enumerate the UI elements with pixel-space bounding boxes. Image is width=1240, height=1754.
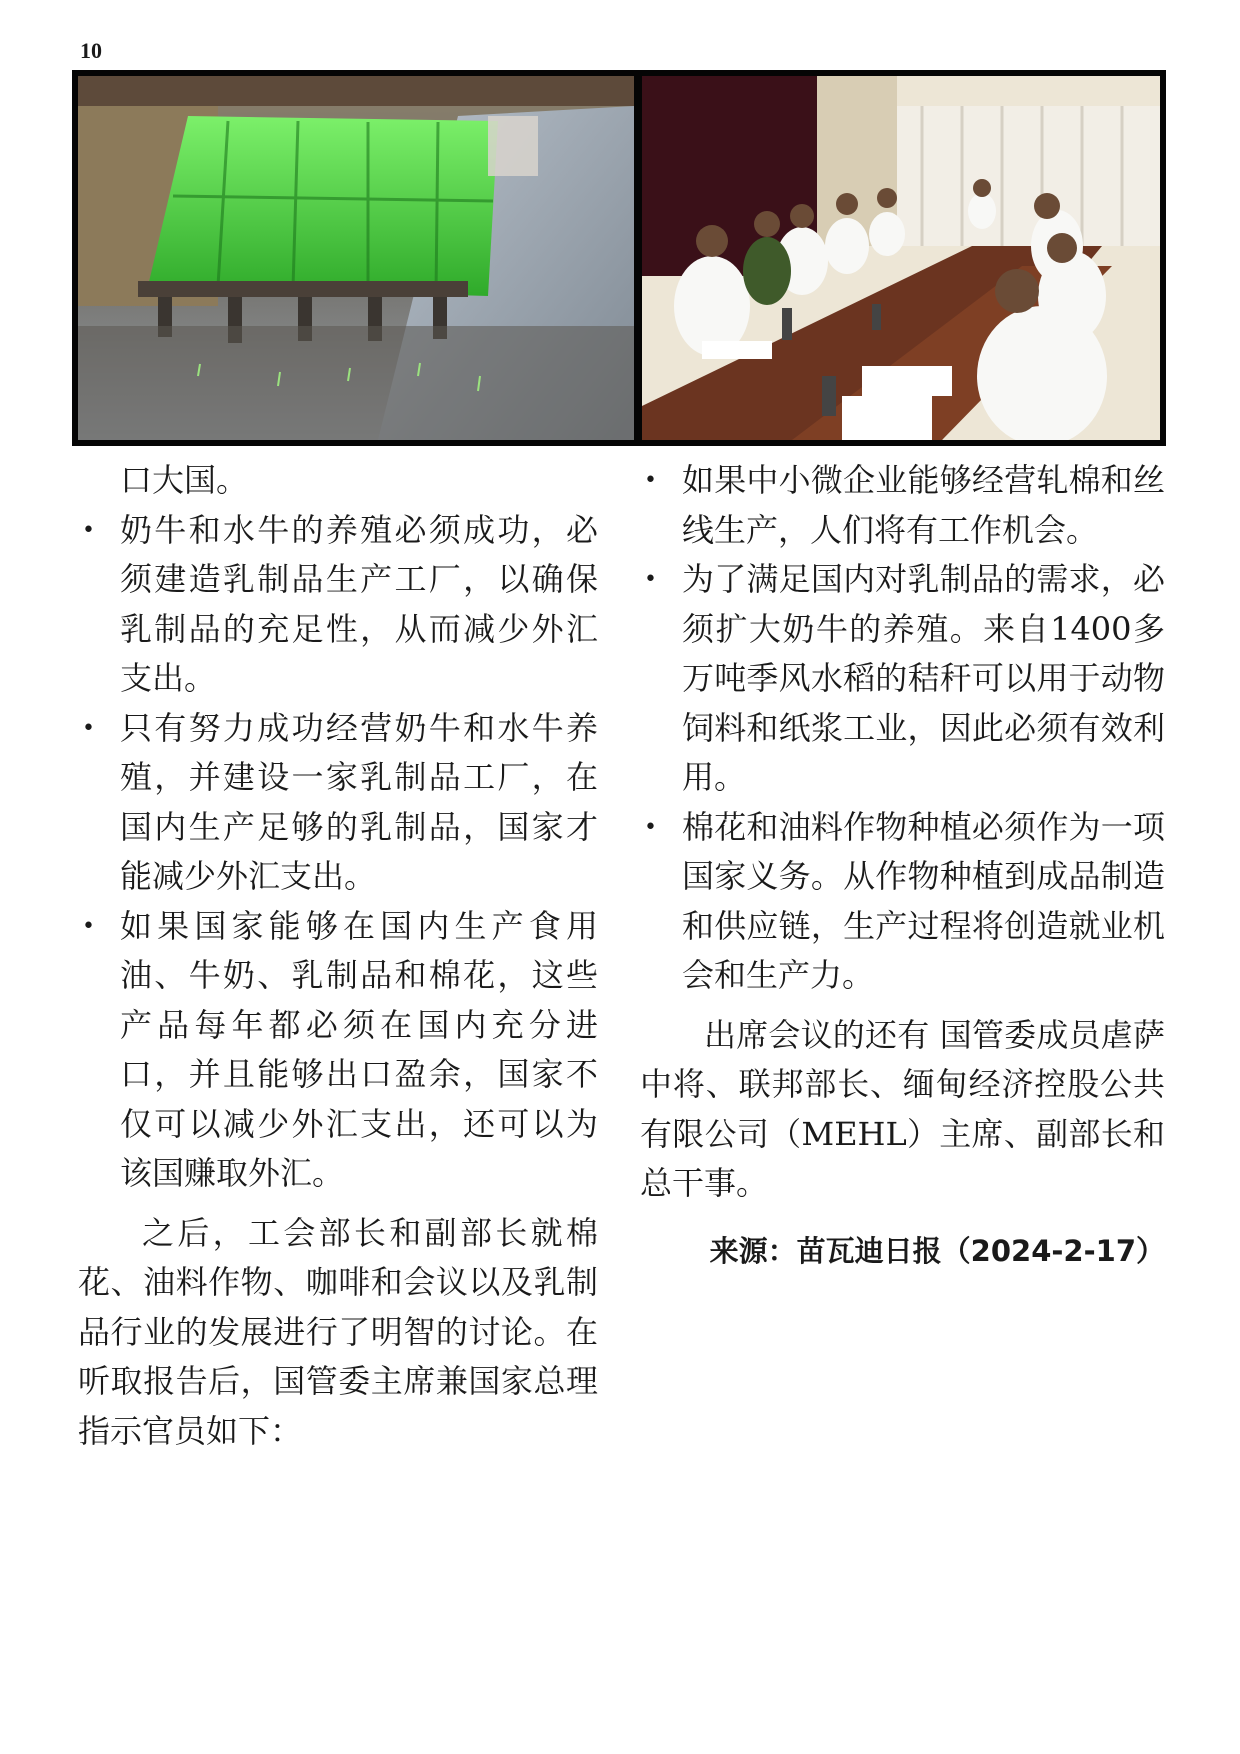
photo-strip [72,70,1166,446]
bullet-text: 棉花和油料作物种植必须作为一项国家义务。从作物种植到成品制造和供应链，生产过程将创造就业机会和生产力。 [682,807,1165,994]
bullet-icon: • [644,567,657,592]
right-column [640,456,1165,1276]
left-bullet-list [78,506,598,1199]
list-item [640,803,1165,1001]
continued-text: 口大国。 [120,461,249,499]
bullet-text: 只有努力成功经营奶牛和水牛养殖，并建设一家乳制品工厂，在国内生产足够的乳制品，国家才能减少外汇支出。 [120,708,598,895]
rice-transplanter-image [78,76,634,440]
bullet-text: 如果中小微企业能够经营轧棉和丝线生产，人们将有工作机会。 [682,461,1165,549]
bullet-icon: • [82,517,95,543]
bullet-text: 奶牛和水牛的养殖必须成功，必须建造乳制品生产工厂，以确保乳制品的充足性，从而减少外汇支出。 [120,510,598,697]
list-item [78,704,598,902]
rice-transplanter-photo [78,76,634,440]
list-item [78,506,598,704]
left-column [78,456,598,1456]
bullet-icon: • [82,715,95,741]
right-bullet-list [640,456,1165,1001]
meeting-image [642,76,1160,440]
bullet-text: 为了满足国内对乳制品的需求，必须扩大奶牛的养殖。来自1400多万吨季风水稻的秸秆可以用于动物饲料和纸浆工业，因此必须有效利用。 [682,560,1165,796]
meeting-photo [642,76,1160,440]
bullet-icon: • [644,468,657,493]
bullet-icon: • [82,913,95,939]
page-number: 10 [80,38,102,63]
list-item [640,555,1165,803]
body-paragraph: 之后，工会部长和副部长就棉花、油料作物、咖啡和会议以及乳制品行业的发展进行了明智的讨论。在听取报告后，国管委主席兼国家总理指示官员如下： [78,1213,598,1450]
body-paragraph: 出席会议的还有 国管委成员虐萨中将、联邦部长、缅甸经济控股公共有限公司（MEHL）主席、副部长和总干事。 [640,1015,1165,1202]
source-line: 来源：苗瓦迪日报（2024-2-17） [709,1233,1165,1268]
bullet-icon: • [644,814,657,840]
list-item [78,902,598,1199]
bullet-text: 如果国家能够在国内生产食用油、牛奶、乳制品和棉花，这些产品每年都必须在国内充分进口，并且能够出口盈余，国家不仅可以减少外汇支出，还可以为该国赚取外汇。 [120,906,598,1192]
list-item [640,456,1165,555]
